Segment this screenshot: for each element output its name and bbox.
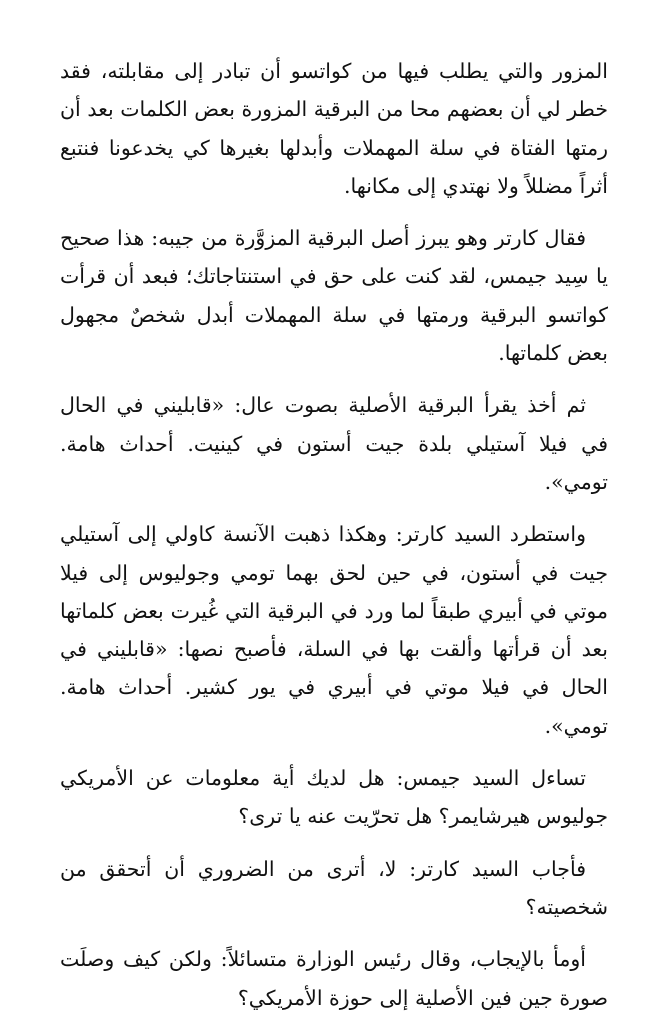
- book-page: [60, 52, 608, 1031]
- paragraph-carter-explains: واستطرد السيد كارتر: وهكذا ذهبت الآنسة كاولي إلى آستيلي جيت في أستون، في حين لحق بهما تومي وجوليوس إلى فيلا موتي في أبيري طبقاً لما ورد في البرقية التي غُيرت بعض كلماتها بعد أن قرأتها وألقت بها في السلة، فأصبح نصها: «قابليني في الحال في فيلا موتي في أبيري في يور كشير. أحداث هامة. تومي».: [60, 522, 608, 738]
- paragraph-carter-confirms: فقال كارتر وهو يبرز أصل البرقية المزوَّرة من جيبه: هذا صحيح يا سِيد جيمس، لقد كنت على حق في استنتاجاتك؛ فبعد أن قرأت كواتسو البرقية ورمتها في سلة المهملات أبدل شخصٌ مجهول بعض كلماتها.: [60, 226, 608, 366]
- paragraph-carter-answer: فأجاب السيد كارتر: لا، أترى من الضروري أن أتحقق من شخصيته؟: [60, 856, 608, 919]
- paragraph-james-question: تساءل السيد جيمس: هل لديك أية معلومات عن الأمريكي جوليوس هيرشايمر؟ هل تحرّيت عنه يا ترى؟: [60, 766, 608, 829]
- paragraph-continuation: المزور والتي يطلب فيها من كواتسو أن تبادر إلى مقابلته، فقد خطر لي أن بعضهم محا من البرقية المزورة بعض الكلمات بعد أن رمتها الفتاة في سلة المهملات وأبدلها بغيرها كي يخدعونا فنتبع أثراً مضللاً ولا نهتدي إلى مكانها.: [60, 59, 608, 198]
- paragraph-original-telegram: ثم أخذ يقرأ البرقية الأصلية بصوت عال: «قابليني في الحال في فيلا آستيلي بلدة جيت أستون في كينيت. أحداث هامة. تومي».: [60, 393, 608, 494]
- paragraph-prime-minister-question: أومأ بالإيجاب، وقال رئيس الوزارة متسائلاً: ولكن كيف وصلَت صورة جين فين الأصلية إلى حوزة الأمريكي؟: [60, 947, 608, 1010]
